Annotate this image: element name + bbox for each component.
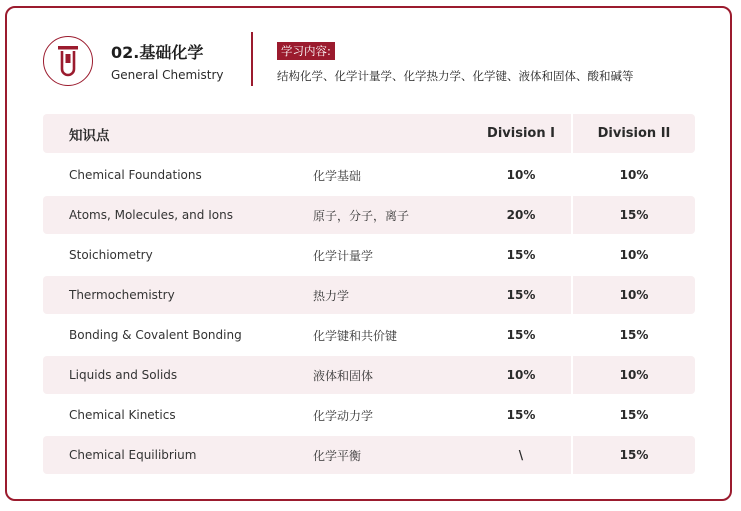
topic-cn: 化学基础	[313, 168, 362, 183]
division-1-weight: 15%	[506, 328, 536, 342]
table-row	[43, 356, 695, 394]
topic-cn: 化学动力学	[313, 408, 374, 423]
topic-en: Chemical Foundations	[69, 168, 202, 182]
table-row	[43, 196, 695, 234]
topic-cn: 化学计量学	[313, 248, 374, 263]
division-2-weight: 10%	[619, 168, 649, 182]
division-1-weight: 20%	[506, 208, 536, 222]
division-2-weight: 10%	[619, 248, 649, 262]
table-row	[43, 236, 695, 274]
topic-en: Chemical Kinetics	[69, 408, 176, 422]
table-header	[43, 114, 695, 153]
course-title: 02.基础化学	[111, 43, 204, 62]
division-2-weight: 15%	[619, 408, 649, 422]
division-2-weight: 10%	[619, 368, 649, 382]
division-2-weight: 10%	[619, 288, 649, 302]
table-row	[43, 436, 695, 474]
division-1-weight: \	[518, 448, 524, 462]
division-2-weight: 15%	[619, 208, 649, 222]
header-division-2: Division II	[597, 126, 671, 141]
course-logo	[43, 36, 93, 86]
header-divider	[251, 32, 253, 86]
topic-cn: 热力学	[313, 288, 350, 303]
division-1-weight: 10%	[506, 168, 536, 182]
table-row	[43, 316, 695, 354]
topic-en: Chemical Equilibrium	[69, 448, 197, 462]
topic-en: Bonding & Covalent Bonding	[69, 328, 242, 342]
table-row	[43, 396, 695, 434]
division-2-weight: 15%	[619, 328, 649, 342]
header-division-1: Division I	[487, 126, 555, 141]
test-tube-icon	[56, 45, 80, 77]
division-1-weight: 10%	[506, 368, 536, 382]
course-subtitle: General Chemistry	[111, 68, 224, 82]
division-2-weight: 15%	[619, 448, 649, 462]
division-1-weight: 15%	[506, 288, 536, 302]
table-row	[43, 276, 695, 314]
topic-cn: 化学平衡	[313, 448, 362, 463]
topic-cn: 化学键和共价键	[313, 328, 398, 343]
study-content-topics: 结构化学、化学计量学、化学热力学、化学键、液体和固体、酸和碱等	[277, 69, 634, 83]
topic-cn: 液体和固体	[313, 368, 374, 383]
division-1-weight: 15%	[506, 248, 536, 262]
table-row	[43, 156, 695, 194]
topic-en: Liquids and Solids	[69, 368, 178, 382]
topic-en: Thermochemistry	[69, 288, 175, 302]
study-content-label: 学习内容:	[277, 42, 335, 60]
header-knowledge-point: 知识点	[69, 127, 110, 144]
course-card	[5, 6, 732, 501]
division-1-weight: 15%	[506, 408, 536, 422]
syllabus-table	[43, 114, 695, 476]
topic-en: Atoms, Molecules, and Ions	[69, 208, 233, 222]
topic-en: Stoichiometry	[69, 248, 153, 262]
topic-cn: 原子，分子，离子	[313, 208, 410, 223]
